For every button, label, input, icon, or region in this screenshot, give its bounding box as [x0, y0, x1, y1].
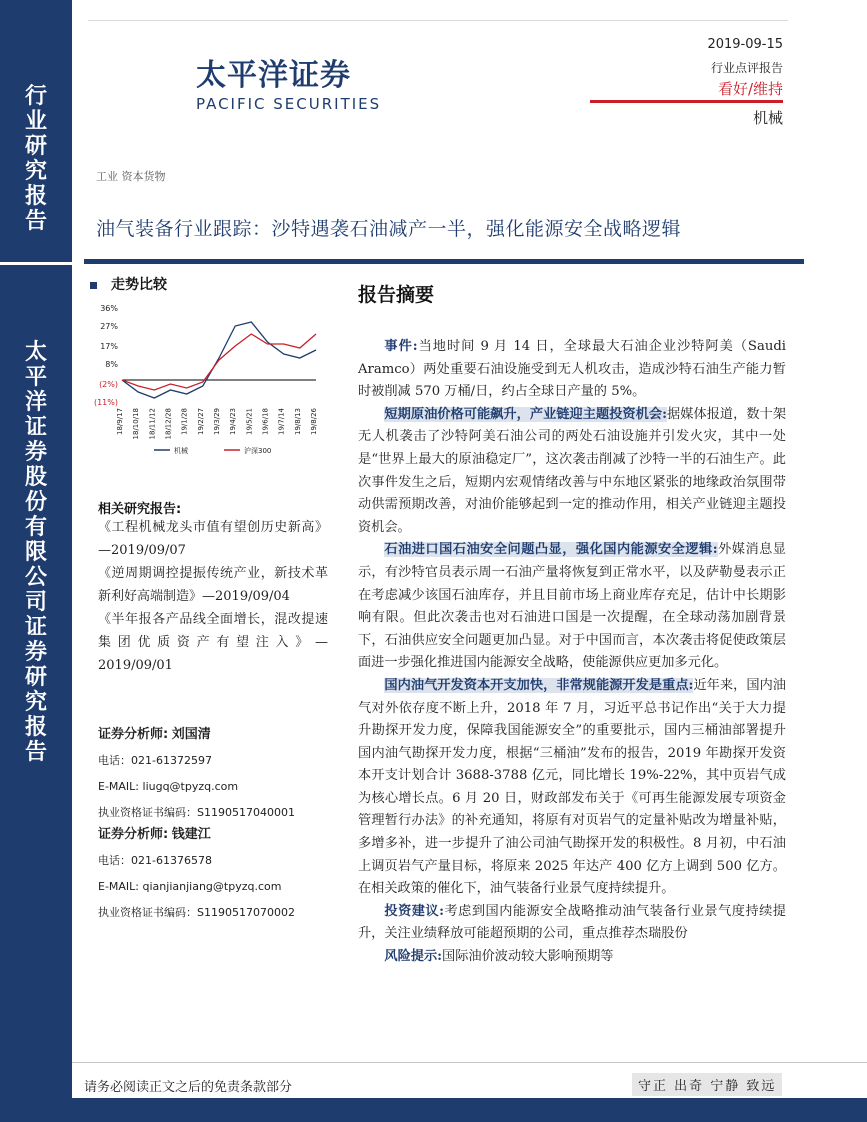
abstract-paragraph	[358, 336, 786, 404]
report-type: 行业点评报告	[710, 61, 783, 75]
abstract-paragraph	[358, 539, 786, 675]
x-tick-label: 19/3/29	[213, 408, 221, 435]
related-list	[98, 516, 328, 677]
trend-chart-svg	[84, 298, 324, 468]
x-tick-label: 19/4/23	[229, 408, 238, 435]
analyst-name: 钱建江	[171, 827, 211, 842]
x-tick-label: 19/7/14	[277, 408, 286, 435]
related-heading: 相关研究报告:	[98, 502, 182, 517]
analyst-cert: 执业资格证书编码：S1190517070002	[98, 906, 295, 919]
x-tick-label: 18/11/12	[148, 408, 157, 440]
abstract-paragraph	[358, 675, 786, 901]
analyst-role: 证券分析师:	[98, 827, 169, 842]
report-title: 油气装备行业跟踪：沙特遇袭石油减产一半，强化能源安全战略逻辑	[96, 218, 682, 240]
rating: 看好/维持	[717, 80, 783, 98]
paragraph-text: 当地时间 9 月 14 日，全球最大石油企业沙特阿美（Saudi Aramco）两处重要石油设施受到无人机攻击，造成沙特石油生产能力暂时被削减 570 万桶/日，约占全球日产量的 5%。	[358, 339, 786, 400]
trend-chart	[84, 298, 324, 468]
sector: 机械	[752, 109, 783, 127]
trend-heading	[90, 274, 167, 294]
related-item[interactable]: 《半年报各产品线全面增长，混改提速集团优质资产有望注入》—2019/09/01	[98, 612, 328, 673]
related-item[interactable]: 《工程机械龙头市值有望创历史新高》—2019/09/07	[98, 520, 328, 558]
title-divider	[84, 259, 804, 264]
logo-en-name: PACIFIC SECURITIES	[196, 95, 382, 113]
rating-underline	[590, 100, 783, 103]
x-tick-label: 18/9/17	[116, 408, 124, 435]
category: 工业 资本货物	[96, 170, 166, 183]
abstract-paragraph	[358, 946, 786, 969]
sidebar-bottom-label: 太 平 洋 证 券 股 份 有 限 公 司 证 券 研 究 报 告	[24, 340, 47, 765]
analyst-block-2	[98, 822, 338, 926]
y-tick-label: (2%)	[99, 380, 118, 389]
paragraph-keyword: 短期原油价格可能飙升，产业链迎主题投资机会:	[384, 406, 667, 422]
abstract-body	[358, 336, 786, 969]
related-item[interactable]: 《逆周期调控提振传统产业，新技术革新利好高端制造》—2019/09/04	[98, 566, 328, 604]
y-tick-label: (11%)	[93, 398, 118, 407]
footer-bar	[72, 1098, 867, 1122]
y-tick-label: 17%	[100, 342, 118, 351]
paragraph-text: 国际油价波动较大影响预期等	[442, 949, 614, 965]
analyst-email[interactable]: E-MAIL: qianjianjiang@tpyzq.com	[98, 880, 282, 893]
analyst-name: 刘国清	[171, 727, 211, 742]
x-tick-label: 19/5/21	[245, 408, 254, 435]
paragraph-keyword: 事件:	[384, 339, 418, 354]
paragraph-keyword: 风险提示:	[384, 949, 443, 965]
x-tick-label: 18/10/18	[132, 408, 141, 440]
analyst-block-1	[98, 722, 338, 826]
y-tick-label: 36%	[100, 304, 118, 313]
x-tick-label: 19/1/28	[180, 408, 189, 435]
y-tick-label: 8%	[105, 360, 118, 369]
footer-disclaimer[interactable]: 请务必阅读正文之后的免责条款部分	[84, 1080, 293, 1095]
footer-motto: 守正 出奇 宁静 致远	[632, 1073, 782, 1096]
paragraph-keyword: 国内油气开发资本开支加快，非常规能源开发是重点:	[384, 677, 694, 693]
report-date: 2019-09-15	[707, 37, 783, 52]
square-bullet-icon	[90, 282, 97, 289]
x-tick-label: 18/12/28	[164, 408, 173, 440]
x-tick-label: 19/8/26	[310, 408, 318, 435]
paragraph-text: 外媒消息显示，有沙特官员表示周一石油产量将恢复到正常水平，以及萨勒曼表示正在考虑减少该国石油库存，并且目前市场上商业库存充足，估计中长期影响有限。但此次袭击也对石油进口国是一次提醒，在全球动荡加剧背景下，石油供应安全问题更加凸显。对于中国而言，本次袭击将促使政策层面进一步强化推进国内能源安全战略，使能源供应更加多元化。	[358, 542, 786, 671]
logo-cn-name: 太平洋证券	[196, 58, 351, 93]
legend-label: 机械	[174, 447, 188, 455]
footer-divider	[72, 1062, 867, 1063]
abstract-paragraph	[358, 404, 786, 540]
paragraph-text: 考虑到国内能源安全战略推动油气装备行业景气度持续提升，关注业绩释放可能超预期的公司，重点推荐杰瑞股份	[358, 903, 786, 942]
paragraph-text: 据媒体报道，数十架无人机袭击了沙特阿美石油公司的两处石油设施并引发火灾，其中一处是“世界上最大的原油稳定厂”，这次袭击削减了沙特一半的石油生产。此次事件发生之后，短期内宏观情绪改善与中东地区紧张的地缘政治氛围带动供需预期改善，对油价能够起到一定的推动作用，相关产业链迎主题投资机会。	[358, 406, 787, 535]
x-tick-label: 19/8/13	[293, 408, 302, 435]
legend-label: 沪深300	[244, 447, 272, 455]
y-tick-label: 27%	[100, 322, 118, 331]
analyst-email[interactable]: E-MAIL: liugq@tpyzq.com	[98, 780, 239, 793]
analyst-role: 证券分析师:	[98, 727, 169, 742]
abstract-heading: 报告摘要	[358, 284, 435, 306]
paragraph-text: 近年来，国内油气对外依存度不断上升，2018 年 7 月，习近平总书记作出“关于大力提升勘探开发力度，保障我国能源安全”的重要批示，国内三桶油部署提升国内油气勘探开发力度，根据“三桶油”发布的报告，2019 年勘探开发资本开支计划合计 3688-3788 亿元，同比增长 19%-22%，其中页岩气成为核心增长点。6 月 20 日，财政部发布关于《可再生能源发展专项资金管理暂行办法》的补充通知，将原有对页岩气的定量补贴改为增量补贴，多增多补，进一步提升了油公司油气勘探开发的积极性。8 月初，中石油上调页岩气产量目标，将原来 2025 年达产 400 亿方上调到 500 亿方。在相关政策的催化下，油气装备行业景气度持续提升。	[358, 677, 786, 897]
trend-heading-text: 走势比较	[111, 277, 167, 293]
paragraph-keyword: 石油进口国石油安全问题凸显，强化国内能源安全逻辑:	[384, 542, 718, 558]
analyst-phone: 电话：021-61376578	[98, 854, 212, 867]
x-tick-label: 19/6/18	[261, 408, 270, 435]
sidebar-top-label: 行 业 研 究 报 告	[24, 84, 47, 234]
analyst-cert: 执业资格证书编码：S1190517040001	[98, 806, 295, 819]
paragraph-keyword: 投资建议:	[384, 903, 444, 919]
abstract-paragraph	[358, 901, 786, 946]
x-tick-label: 19/2/27	[196, 408, 205, 435]
analyst-phone: 电话：021-61372597	[98, 754, 212, 767]
series-line	[122, 334, 316, 390]
